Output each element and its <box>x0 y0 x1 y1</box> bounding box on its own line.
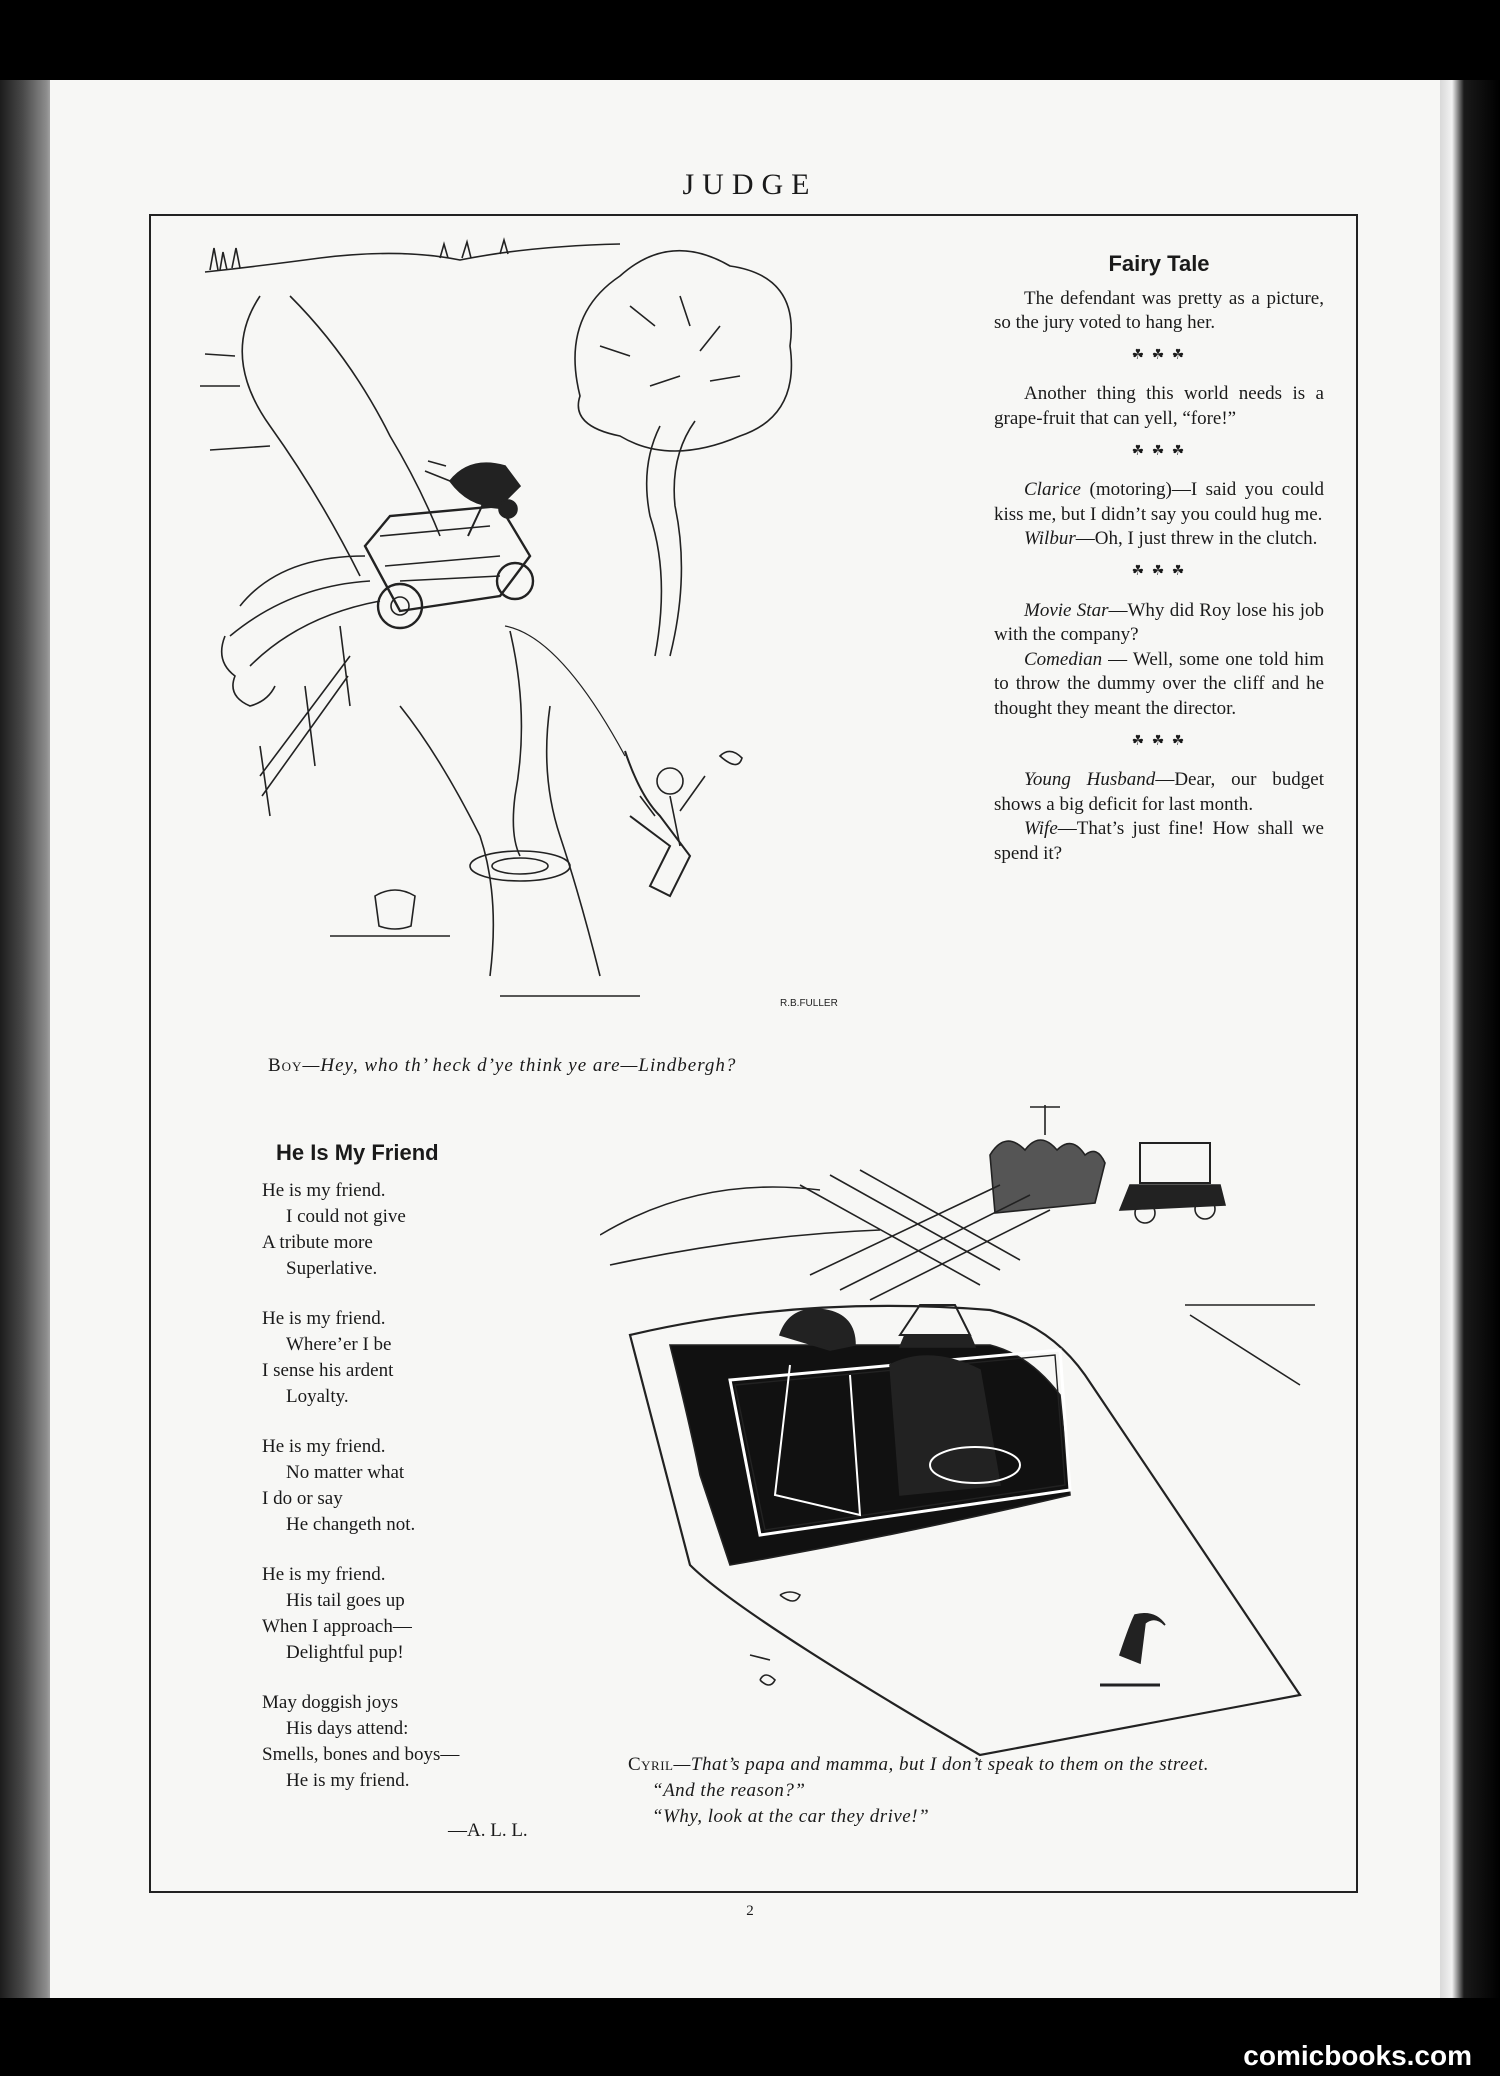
section-ornament: ☘ ☘ ☘ <box>1131 443 1187 459</box>
poem-line: No matter what <box>286 1462 405 1483</box>
joke-speaker: Young Husband <box>1024 769 1156 791</box>
joke-text: — Well, some one told him to throw the dummy over the cliff and he thought they meant the director. <box>994 648 1324 719</box>
masthead: JUDGE <box>682 168 818 201</box>
section-ornament: ☘ ☘ ☘ <box>1131 733 1187 749</box>
cartoon-couple-in-car <box>600 1095 1315 1765</box>
joke-line <box>994 478 1324 527</box>
caption2-line2 <box>628 1778 1328 1804</box>
poem-stanza <box>262 1690 562 1794</box>
joke-text: —Why did Roy lose his job with the company? <box>994 599 1324 646</box>
joke-line <box>994 287 1324 336</box>
joke-text: —Oh, I just threw in the clutch. <box>1075 528 1318 550</box>
joke-text: Another thing this world needs is a grape-fruit that can yell, “fore!” <box>994 383 1324 429</box>
joke-line <box>994 648 1324 722</box>
poem-line: I sense his ardent <box>262 1360 394 1381</box>
joke-line <box>994 527 1324 552</box>
poem-title: He Is My Friend <box>276 1140 439 1165</box>
poem-line: He is my friend. <box>286 1770 410 1791</box>
watermark: comicbooks.com <box>1243 2040 1472 2071</box>
poem-line: I could not give <box>286 1206 406 1227</box>
cartoon2-caption <box>628 1752 1328 1830</box>
caption2-line1 <box>628 1752 1328 1778</box>
caption2-question: “And the reason?” <box>652 1780 806 1801</box>
caption1-speaker: Boy <box>268 1055 303 1076</box>
poem-line: He is my friend. <box>262 1564 386 1585</box>
poem-line: May doggish joys <box>262 1692 399 1713</box>
poem-line: Where’er I be <box>286 1334 392 1355</box>
caption2-text: —That’s papa and mamma, but I don’t speak to them on the street. <box>673 1754 1209 1775</box>
joke-speaker: Wife <box>1024 818 1058 840</box>
poem-line: Delightful pup! <box>286 1642 404 1663</box>
joke-line <box>994 817 1324 866</box>
section-ornament: ☘ ☘ ☘ <box>1131 563 1187 579</box>
fairy-tale-column <box>994 252 1324 866</box>
joke-text: —That’s just fine! How shall we spend it? <box>994 818 1324 864</box>
poem-line: I do or say <box>262 1488 343 1509</box>
caption1-text: —Hey, who th’ heck d’ye think ye are—Lindbergh? <box>302 1055 737 1076</box>
poem-stanza <box>262 1178 562 1282</box>
section-ornament: ☘ ☘ ☘ <box>1131 347 1187 363</box>
joke-speaker: Comedian <box>1024 648 1103 670</box>
caption2-speaker: Cyril <box>628 1754 674 1775</box>
joke-speaker: Wilbur <box>1024 528 1076 550</box>
poem-stanza <box>262 1306 562 1410</box>
facing-page-edge <box>1440 80 1500 1998</box>
caption2-line3 <box>628 1804 1328 1830</box>
poem-line: Superlative. <box>286 1258 378 1279</box>
poem-line: When I approach— <box>262 1616 412 1637</box>
poem-he-is-my-friend <box>262 1140 562 1844</box>
joke-line <box>994 599 1324 648</box>
joke-speaker: Clarice <box>1024 479 1081 501</box>
cartoon1-signature: R.B.FULLER <box>780 998 838 1009</box>
poem-line: Loyalty. <box>286 1386 349 1407</box>
poem-stanza <box>262 1434 562 1538</box>
poem-stanza <box>262 1562 562 1666</box>
cartoon-car-over-creek <box>200 236 960 1026</box>
joke-line <box>994 382 1324 431</box>
joke-text: The defendant was pretty as a picture, so the jury voted to hang her. <box>994 287 1324 334</box>
joke-text: (motoring)—I said you could kiss me, but I didn’t say you could hug me. <box>994 479 1324 525</box>
page-number: 2 <box>746 1903 754 1919</box>
joke-text: —Dear, our budget shows a big deficit for last month. <box>994 769 1324 815</box>
cartoon1-caption <box>268 1055 736 1077</box>
poem-author: —A. L. L. <box>448 1820 528 1841</box>
poem-line: His days attend: <box>286 1718 409 1739</box>
poem-line: He is my friend. <box>262 1308 386 1329</box>
poem-stanzas <box>262 1178 562 1794</box>
poem-line: His tail goes up <box>286 1590 405 1611</box>
poem-line: Smells, bones and boys— <box>262 1744 460 1765</box>
fairy-tale-title: Fairy Tale <box>1108 251 1210 276</box>
poem-line: A tribute more <box>262 1232 373 1253</box>
poem-line: He is my friend. <box>262 1436 386 1457</box>
joke-line <box>994 768 1324 817</box>
poem-line: He changeth not. <box>286 1514 416 1535</box>
caption2-answer: “Why, look at the car they drive!” <box>652 1806 930 1827</box>
poem-line: He is my friend. <box>262 1180 386 1201</box>
jokes-list <box>994 287 1324 867</box>
joke-speaker: Movie Star <box>1024 599 1109 621</box>
